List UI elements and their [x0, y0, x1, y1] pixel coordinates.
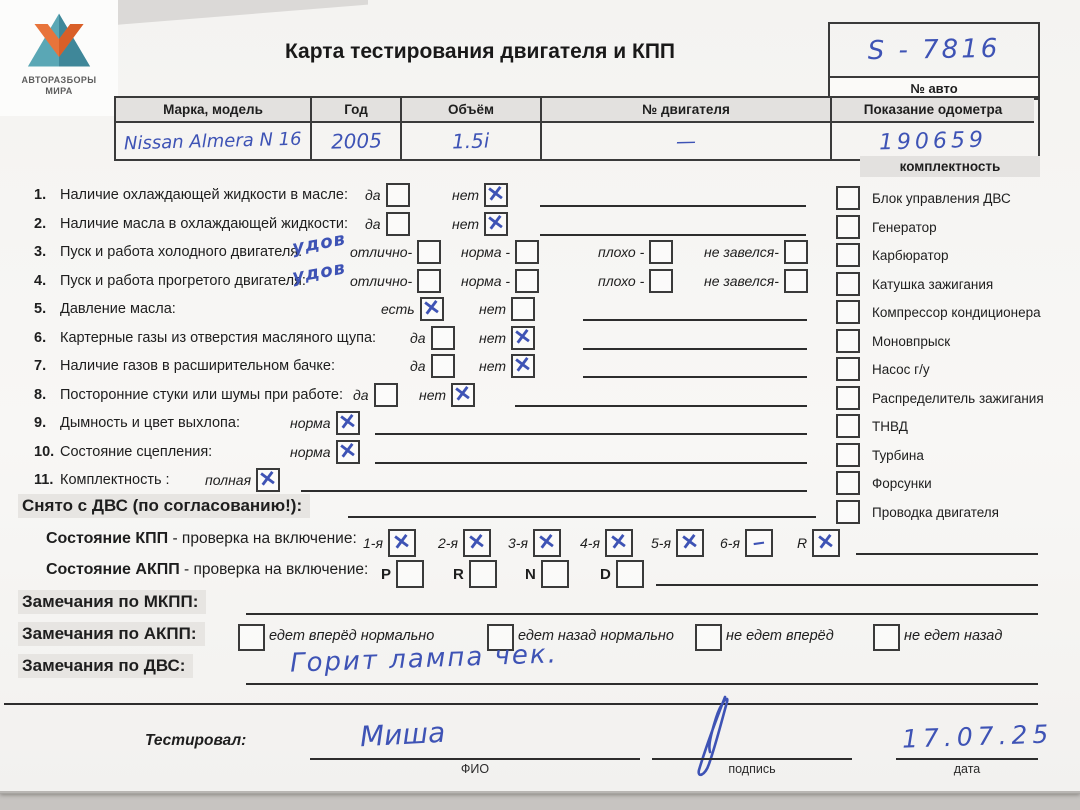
option-no-forward: не едет вперёд [695, 624, 834, 651]
option-excellent: отлично- [350, 240, 441, 264]
checklist-row-1 [32, 183, 848, 210]
checklist-row-3 [32, 228, 848, 267]
gear-6: 6-я – [720, 529, 773, 557]
signature-line [652, 758, 852, 760]
col-header-engine-number: № двигателя [542, 98, 832, 123]
logo-star-icon [26, 12, 92, 70]
mode-p: P [381, 560, 424, 588]
completeness-item: Катушка зажигания [836, 272, 993, 296]
item-number: 2. [34, 216, 47, 232]
gear-5: 5-я ✕ [651, 529, 704, 557]
completeness-item: ТНВД [836, 414, 908, 438]
mode-r: R [453, 560, 497, 588]
company-logo [0, 0, 118, 116]
vehicle-table [114, 96, 1040, 161]
completeness-item: Компрессор кондиционера [836, 300, 1041, 324]
gearbox-check-label: Состояние КПП - проверка на включение: [46, 530, 357, 547]
option-drives-forward-ok: едет вперёд нормально [238, 624, 434, 651]
handwritten-grade: удов [290, 228, 348, 259]
gearbox-check-row [0, 527, 1080, 558]
checkbox [784, 269, 808, 293]
blank-line [583, 348, 807, 350]
option-no: нет ✕ [419, 381, 474, 407]
checkbox [420, 297, 444, 321]
checkbox [511, 326, 535, 350]
auto-number-value: S - 7816 [867, 33, 1001, 67]
completeness-item: Насос г/у [836, 357, 930, 381]
checkbox [463, 529, 491, 557]
remarks-dvs-row [0, 639, 1080, 688]
item-number: 10. [34, 444, 55, 460]
checkbox [649, 240, 673, 264]
remarks-akpp-label: Замечания по АКПП: [18, 622, 205, 646]
checkbox-mark: ✕ [512, 352, 534, 378]
option-excellent: отлично- [350, 269, 441, 293]
handwritten-grade: удов [290, 257, 348, 288]
remarks-mkpp-row [0, 590, 1080, 618]
remarks-dvs-label: Замечания по ДВС: [18, 654, 193, 678]
blank-line [856, 553, 1038, 555]
blank-line [375, 462, 807, 464]
option-yes: да [410, 326, 455, 350]
checkbox [469, 560, 497, 588]
checkbox [417, 240, 441, 264]
value-year: 2005 [312, 123, 402, 159]
form-title: Карта тестирования двигателя и КПП [284, 40, 676, 63]
logo-text-line2: МИРА [45, 86, 73, 96]
checkbox-mark: ✕ [452, 381, 474, 407]
vehicle-table-header [116, 98, 1038, 123]
checkbox-mark: ✕ [466, 529, 488, 555]
date-handwritten: 17.07.25 [901, 719, 1054, 754]
remarks-mkpp-label: Замечания по МКПП: [18, 590, 206, 614]
checkbox [533, 529, 561, 557]
option-no: нет ✕ [452, 181, 507, 207]
auto-number-label: № авто [830, 76, 1038, 98]
item-number: 11. [34, 472, 54, 488]
item-label: Комплектность : [60, 472, 170, 488]
option-drives-backward-ok: едет назад нормально [487, 624, 674, 651]
option-norm: норма - [461, 240, 539, 264]
item-number: 4. [34, 273, 47, 289]
checkbox [649, 269, 673, 293]
checklist-row-7 [32, 354, 848, 381]
option-no-start: не завелся- [704, 240, 808, 264]
checkbox [388, 529, 416, 557]
checkbox [515, 240, 539, 264]
value-odometer: 190659 [878, 127, 988, 155]
name-line [310, 758, 640, 760]
checklist-row-9 [32, 411, 848, 438]
item-number: 6. [34, 330, 47, 346]
option-no: нет ✕ [479, 352, 534, 378]
option-full: полная ✕ [205, 466, 279, 492]
value-volume: 1.5i [402, 123, 542, 159]
checkbox [396, 560, 424, 588]
checkbox-mark: ✕ [485, 181, 507, 207]
item-label: Состояние сцепления: [60, 444, 213, 460]
remarks-dvs-handwritten: Горит лампа чек. [289, 639, 559, 679]
gear-4: 4-я ✕ [580, 529, 633, 557]
checkbox [386, 212, 410, 236]
checkbox [511, 297, 535, 321]
option-no: нет [479, 297, 535, 321]
mode-d: D [600, 560, 644, 588]
completeness-item: Блок управления ДВС [836, 186, 1011, 210]
checkbox-mark: ✕ [512, 324, 534, 350]
item-label: Дымность и цвет выхлопа: [60, 415, 240, 431]
option-bad: плохо - [598, 269, 673, 293]
checkbox-mark: ✕ [337, 438, 358, 464]
blank-line [246, 683, 1038, 685]
mode-n: N [525, 560, 569, 588]
value-make-model: Nissan Almera N 16 [116, 123, 312, 159]
checkbox-mark: ✕ [485, 210, 507, 236]
completeness-item: Карбюратор [836, 243, 949, 267]
option-norm: норма - [461, 269, 539, 293]
checklist-row-5 [32, 297, 848, 324]
item-label: Картерные газы из отверстия масляного щупа: [60, 330, 377, 346]
checkbox [745, 529, 773, 557]
item-label: Наличие охлаждающей жидкости в масле: [60, 187, 348, 203]
tested-by-label: Тестировал: [145, 732, 247, 749]
checklist-row-8 [32, 383, 848, 410]
checkbox [812, 529, 840, 557]
checkbox [616, 560, 644, 588]
checkbox [484, 183, 508, 207]
checkbox [541, 560, 569, 588]
checklist-row-11 [32, 468, 848, 495]
completeness-item: Турбина [836, 443, 924, 467]
checkbox-mark: ✕ [815, 529, 837, 555]
signature-caption: подпись [728, 762, 776, 776]
option-no-start: не завелся- [704, 269, 808, 293]
gear-3: 3-я ✕ [508, 529, 561, 557]
option-no-backward: не едет назад [873, 624, 1002, 651]
auto-number-box [828, 22, 1040, 100]
col-header-odometer: Показание одометра [832, 98, 1034, 123]
item-label: Пуск и работа прогретого двигателя: [60, 273, 306, 289]
checkbox [676, 529, 704, 557]
item-number: 7. [34, 358, 47, 374]
checklist-row-6 [32, 326, 848, 353]
blank-line [583, 319, 807, 321]
checkbox [873, 624, 900, 651]
option-yes: да [365, 183, 410, 207]
blank-line [540, 234, 806, 236]
checkbox-mark: ✕ [257, 466, 279, 492]
blank-line [375, 433, 807, 435]
item-label: Давление масла: [60, 301, 176, 317]
option-norm: норма ✕ [290, 438, 358, 464]
item-label: Наличие газов в расширительном бачке: [60, 358, 336, 374]
option-no: нет ✕ [452, 210, 507, 236]
blank-line [246, 613, 1038, 615]
checkbox [695, 624, 722, 651]
checkbox [451, 383, 475, 407]
completeness-item: Моновпрыск [836, 329, 950, 353]
col-header-volume: Объём [402, 98, 542, 123]
completeness-header: комплектность [860, 156, 1040, 177]
item-number: 1. [34, 187, 47, 203]
checkbox-mark: ✕ [608, 529, 630, 555]
checkbox-mark: ✕ [679, 529, 701, 555]
blank-line [583, 376, 807, 378]
gear-1: 1-я ✕ [363, 529, 416, 557]
option-no: нет ✕ [479, 324, 534, 350]
horizontal-rule [4, 703, 1038, 705]
item-number: 3. [34, 244, 47, 260]
checklist-row-2 [32, 212, 848, 239]
automatic-gearbox-check-row [0, 558, 1080, 589]
option-yes: да [365, 212, 410, 236]
blank-line [515, 405, 807, 407]
item-number: 8. [34, 387, 47, 403]
completeness-item: Проводка двигателя [836, 500, 999, 524]
checkbox [238, 624, 265, 651]
completeness-panel [836, 156, 1044, 520]
completeness-item: Форсунки [836, 471, 932, 495]
checkbox [784, 240, 808, 264]
item-label: Пуск и работа холодного двигателя: [60, 244, 303, 260]
removed-from-engine-row [0, 494, 1080, 521]
checkbox [511, 354, 535, 378]
scan-bottom-edge [0, 791, 1080, 794]
value-engine-number: — [542, 123, 832, 159]
checkbox [417, 269, 441, 293]
gear-2: 2-я ✕ [438, 529, 491, 557]
blank-line [348, 516, 816, 518]
blank-line [301, 490, 807, 492]
item-label: Посторонние стуки или шумы при работе: [60, 387, 344, 403]
gear-reverse: R ✕ [797, 529, 840, 557]
checklist-row-10 [32, 440, 848, 467]
tester-name-handwritten: Миша [359, 715, 446, 754]
date-caption: дата [953, 762, 981, 776]
checkbox [605, 529, 633, 557]
completeness-item: Генератор [836, 215, 937, 239]
checkbox [336, 411, 360, 435]
option-norm: норма ✕ [290, 409, 358, 435]
checkbox [386, 183, 410, 207]
option-yes: да [353, 383, 398, 407]
item-number: 5. [34, 301, 47, 317]
checkbox [431, 326, 455, 350]
logo-text-line1: АВТОРАЗБОРЫ [21, 75, 97, 85]
item-label: Наличие масла в охлаждающей жидкости: [60, 216, 348, 232]
checkbox [431, 354, 455, 378]
col-header-year: Год [312, 98, 402, 123]
checkbox-mark: – [751, 529, 767, 555]
checkbox-mark: ✕ [337, 409, 358, 435]
col-header-make-model: Марка, модель [116, 98, 312, 123]
checkbox-mark: ✕ [391, 529, 413, 555]
name-caption: ФИО [460, 762, 490, 776]
scan-edge-shade [118, 0, 368, 26]
blank-line [656, 584, 1038, 586]
checkbox [374, 383, 398, 407]
option-yes: да [410, 354, 455, 378]
date-line [896, 758, 1038, 760]
automatic-gearbox-check-label: Состояние АКПП - проверка на включение: [46, 561, 369, 578]
option-bad: плохо - [598, 240, 673, 264]
item-number: 9. [34, 415, 47, 431]
blank-line [540, 205, 806, 207]
checkbox [336, 440, 360, 464]
completeness-item: Распределитель зажигания [836, 386, 1044, 410]
footer [0, 715, 1080, 788]
checkbox-mark: ✕ [536, 529, 558, 555]
checklist-row-4 [32, 257, 848, 296]
checkbox [515, 269, 539, 293]
checkbox [484, 212, 508, 236]
vehicle-table-values [116, 123, 1038, 159]
option-present: есть ✕ [381, 295, 442, 321]
checkbox-mark: ✕ [421, 295, 442, 321]
removed-from-engine-label: Снято с ДВС (по согласованию!): [18, 494, 310, 518]
checkbox [256, 468, 280, 492]
